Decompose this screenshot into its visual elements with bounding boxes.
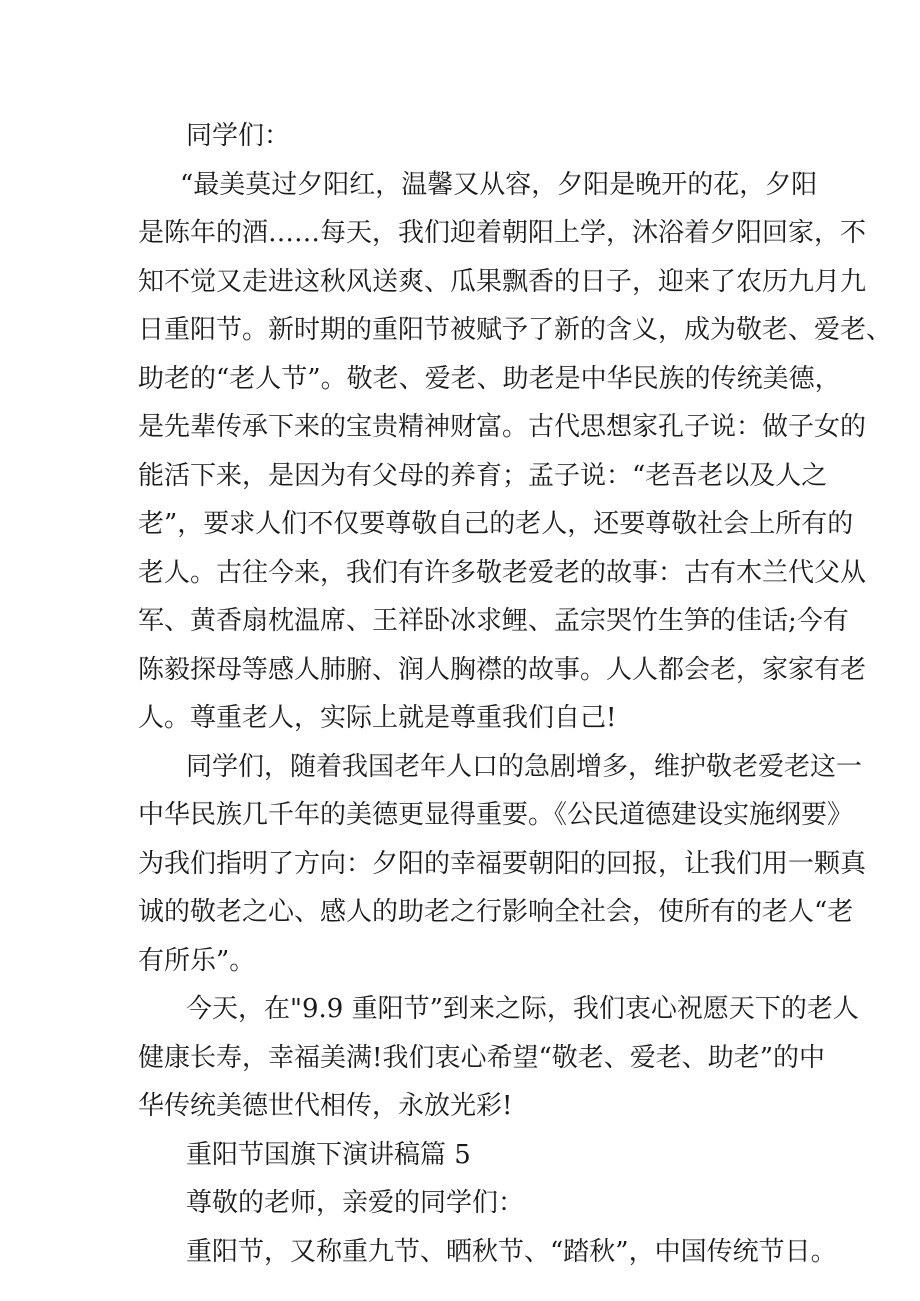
paragraph-line: 中华民族几千年的美德更显得重要。《公民道德建设实施纲要》 <box>138 800 854 830</box>
paragraph-line: 有所乐”。 <box>138 945 256 976</box>
paragraph-line: 是陈年的酒……每天，我们迎着朝阳上学，沐浴着夕阳回家，不 <box>138 218 867 248</box>
section-heading: 重阳节国旗下演讲稿篇 5 <box>186 1139 471 1170</box>
paragraph-line: 助老的“老人节”。敬老、爱老、助老是中华民族的传统美德， <box>138 363 841 394</box>
greeting-line: 同学们： <box>186 121 291 151</box>
paragraph-line: 知不觉又走进这秋风送爽、瓜果飘香的日子，迎来了农历九月九 <box>138 266 867 297</box>
paragraph-line: 健康长寿，幸福美满!我们衷心希望“敬老、爱老、助老”的中 <box>138 1042 826 1073</box>
paragraph-line: 华传统美德世代相传，永放光彩! <box>138 1091 513 1121</box>
paragraph-line: 日重阳节。新时期的重阳节被赋予了新的含义，成为敬老、爱老、 <box>138 315 893 345</box>
paragraph-line: “最美莫过夕阳红，温馨又从容，夕阳是晚开的花，夕阳 <box>180 169 818 200</box>
paragraph-line: 为我们指明了方向：夕阳的幸福要朝阳的回报，让我们用一颗真 <box>138 848 867 879</box>
paragraph-line: 老人。古往今来，我们有许多敬老爱老的故事：古有木兰代父从 <box>138 557 867 588</box>
paragraph-line: 今天，在"9.9 重阳节”到来之际，我们衷心祝愿天下的老人 <box>186 994 859 1024</box>
paragraph-line: 是先辈传承下来的宝贵精神财富。古代思想家孔子说：做子女的 <box>138 412 867 442</box>
salutation-line: 尊敬的老师，亲爱的同学们： <box>186 1188 525 1218</box>
document-body <box>138 112 893 1276</box>
paragraph-line: 诚的敬老之心、感人的助老之行影响全社会，使所有的老人“老 <box>138 897 854 927</box>
paragraph-line: 人。尊重老人，实际上就是尊重我们自己! <box>138 703 617 733</box>
paragraph-line: 重阳节，又称重九节、晒秋节、“踏秋”，中国传统节日。 <box>186 1236 837 1267</box>
paragraph-line: 老”，要求人们不仅要尊敬自己的老人，还要尊敬社会上所有的 <box>138 509 854 539</box>
paragraph-line: 同学们，随着我国老年人口的急剧增多，维护敬老爱老这一 <box>186 751 863 782</box>
paragraph-line: 军、黄香扇枕温席、王祥卧冰求鲤、孟宗哭竹生笋的佳话;今有 <box>138 606 849 636</box>
paragraph-line: 陈毅探母等感人肺腑、润人胸襟的故事。人人都会老，家家有老 <box>138 654 867 685</box>
paragraph-line: 能活下来，是因为有父母的养育；孟子说：“老吾老以及人之 <box>138 460 828 491</box>
